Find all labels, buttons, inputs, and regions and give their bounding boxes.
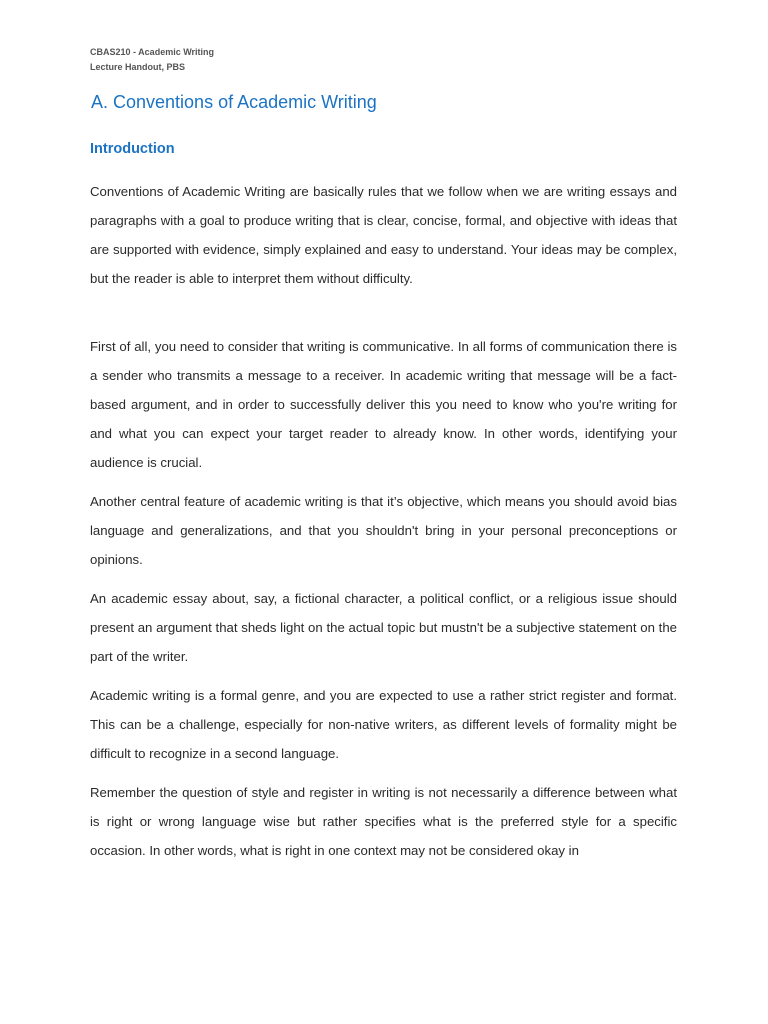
paragraph-communicative: First of all, you need to consider that writing is communicative. In all forms of communication there is a sender who transmits a message to a receiver. In academic writing that message will be a fact-based argument, and in order to successfully deliver this you need to know who you're writing for and what you can expect your target reader to already know. In other words, identifying your audience is crucial. xyxy=(90,339,677,470)
course-code-label: CBAS210 - Academic Writing xyxy=(90,47,215,57)
handout-subtitle-label: Lecture Handout, PBS xyxy=(90,62,186,72)
document-title: A. Conventions of Academic Writing xyxy=(91,92,377,112)
paragraph-essay-example: An academic essay about, say, a fictional character, a political conflict, or a religious issue should present an argument that sheds light on the actual topic but mustn't be a subjective statement on the part of the writer. xyxy=(90,591,677,664)
paragraph-intro: Conventions of Academic Writing are basically rules that we follow when we are writing essays and paragraphs with a goal to produce writing that is clear, concise, formal, and objective with ideas that are supported with evidence, simply explained and easy to understand. Your ideas may be complex, but the reader is able to interpret them without difficulty. xyxy=(90,184,677,286)
section-heading-introduction: Introduction xyxy=(90,141,175,157)
document-body xyxy=(90,177,677,875)
paragraph-objective: Another central feature of academic writing is that it’s objective, which means you should avoid bias language and generalizations, and that you shouldn't bring in your personal preconceptions or opinions. xyxy=(90,494,677,567)
paragraph-formal-genre: Academic writing is a formal genre, and you are expected to use a rather strict register and format. This can be a challenge, especially for non-native writers, as different levels of formality might be difficult to recognize in a second language. xyxy=(90,688,677,761)
page-header xyxy=(90,45,214,75)
paragraph-style-register: Remember the question of style and register in writing is not necessarily a difference between what is right or wrong language wise but rather specifies what is the preferred style for a specific occasion. In other words, what is right in one context may not be considered okay in xyxy=(90,785,677,858)
